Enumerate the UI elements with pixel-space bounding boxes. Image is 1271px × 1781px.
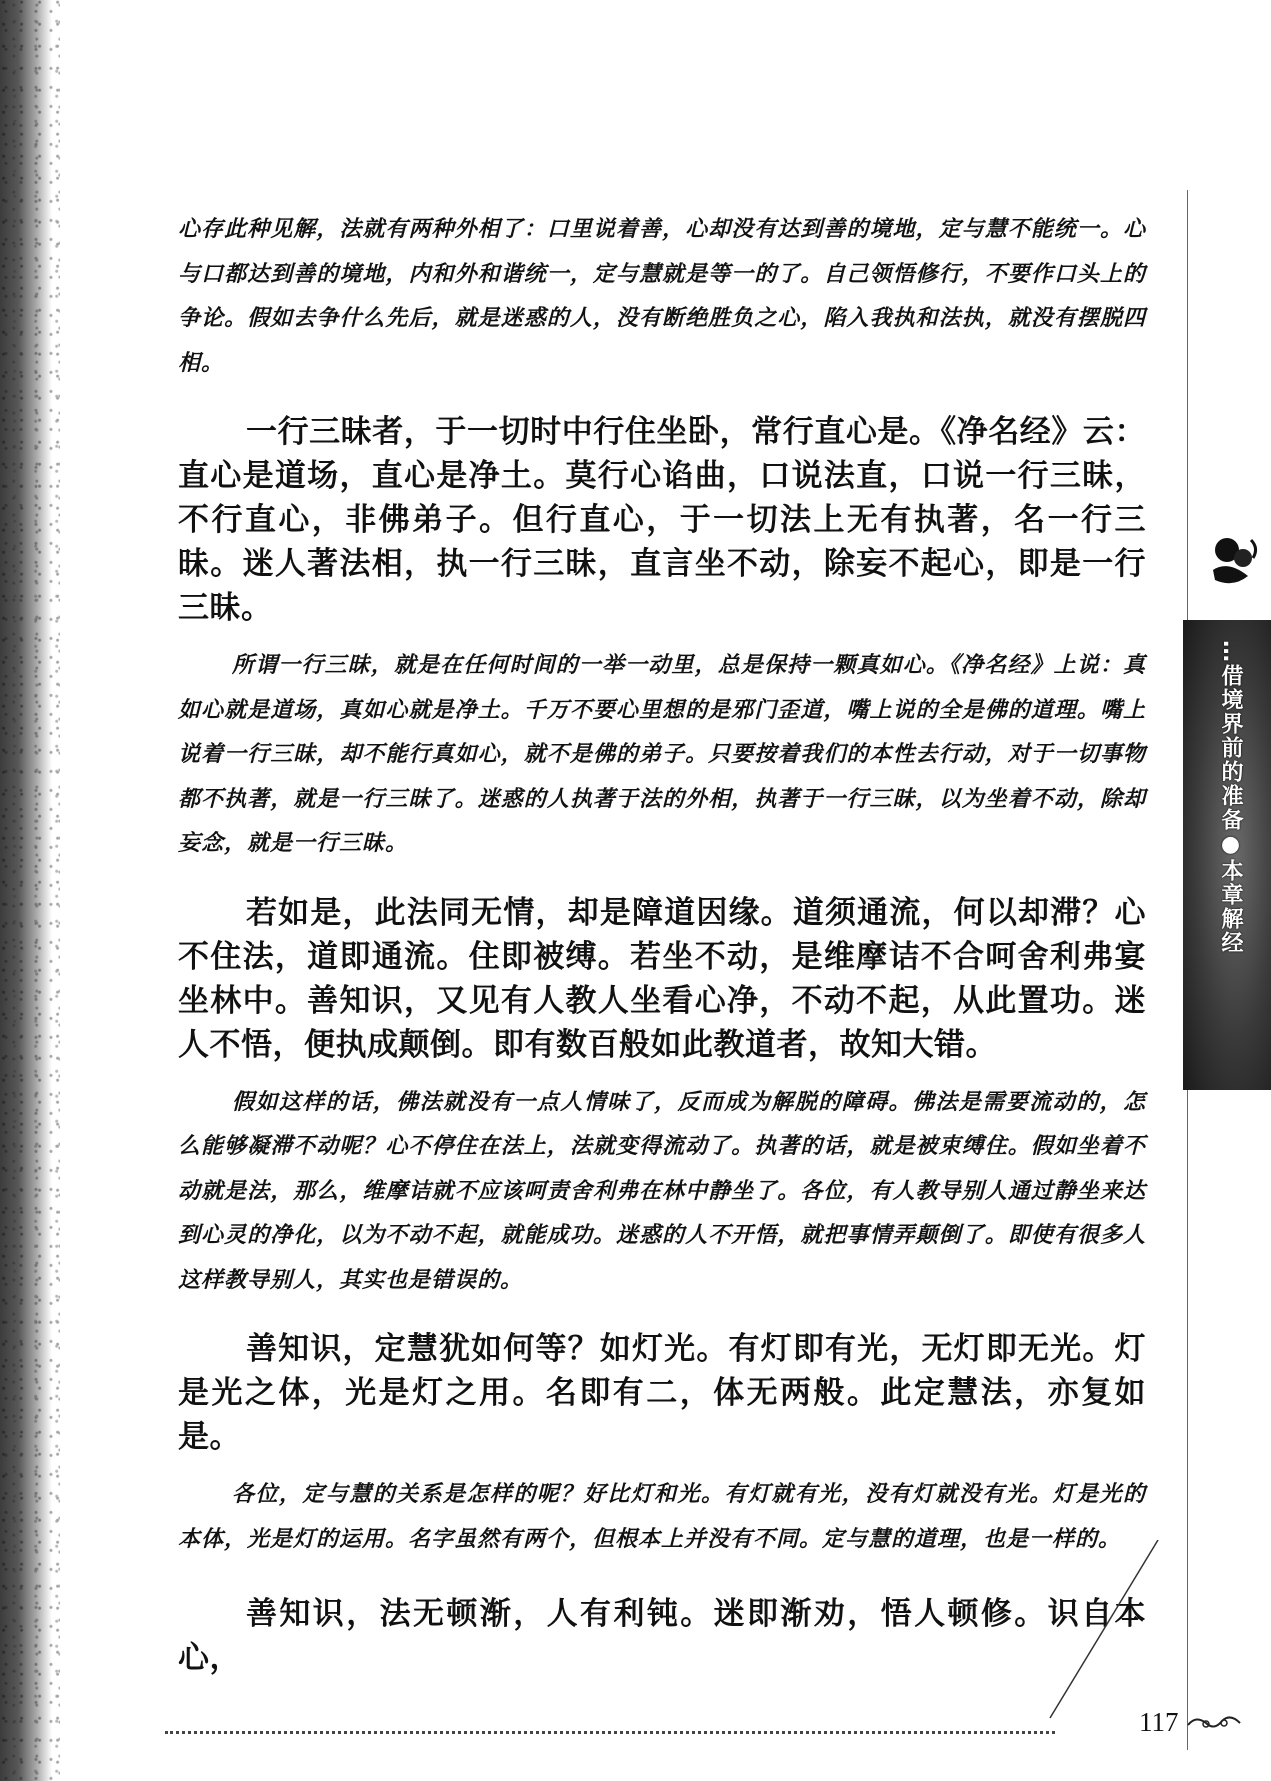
commentary-paragraph-4: 各位，定与慧的关系是怎样的呢？好比灯和光。有灯就有光，没有灯就没有光。灯是光的本体，光是灯的运用。名字虽然有两个，但根本上并没有不同。定与慧的道理，也是一样的。 (178, 1482, 1146, 1552)
flower-ornament-icon (1203, 530, 1263, 594)
page-number: 117 (1139, 1707, 1179, 1737)
sutra-paragraph-1: 一行三昧者，于一切时中行住坐卧，常行直心是。《净名经》云：直心是道场，直心是净土。莫行心谄曲，口说法直，口说一行三昧，不行直心，非佛弟子。但行直心，于一切法上无有执著，名一行三昧。迷人著法相，执一行三昧，直言坐不动，除妄不起心，即是一行三昧。 (178, 414, 1146, 626)
scan-noise (0, 0, 60, 1781)
swirl-ornament-icon (1186, 1713, 1242, 1735)
commentary-paragraph-2: 所谓一行三昧，就是在任何时间的一举一动里，总是保持一颗真如心。《净名经》上说：真如心就是道场，真如心就是净土。千万不要心里想的是邪门歪道，嘴上说的全是佛的道理。嘴上说着一行三昧，却不能行真如心，就不是佛的弟子。只要按着我们的本性去行动，对于一切事物都不执著，就是一行三昧了。迷惑的人执著于法的外相，执著于一行三昧，以为坐着不动，除却妄念，就是一行三昧。 (178, 653, 1146, 856)
commentary-paragraph-1: 心存此种见解，法就有两种外相了：口里说着善，心却没有达到善的境地，定与慧不能统一。心与口都达到善的境地，内和外和谐统一，定与慧就是等一的了。自己领悟修行，不要作口头上的争论。假如去争什么先后，就是迷惑的人，没有断绝胜负之心，陷入我执和法执，就没有摆脱四相。 (178, 217, 1146, 376)
commentary-paragraph-3: 假如这样的话，佛法就没有一点人情味了，反而成为解脱的障碍。佛法是需要流动的，怎么能够凝滞不动呢？心不停住在法上，法就变得流动了。执著的话，就是被束缚住。假如坐着不动就是法，那么，维摩诘就不应该呵责舍利弗在林中静坐了。各位，有人教导别人通过静坐来达到心灵的净化，以为不动不起，就能成功。迷惑的人不开悟，就把事情弄颠倒了。即使有很多人这样教导别人，其实也是错误的。 (178, 1089, 1146, 1293)
sutra-paragraph-3: 善知识，定慧犹如何等？如灯光。有灯即有光，无灯即无光。灯是光之体，光是灯之用。名即有二，体无两般。此定慧法，亦复如是。 (178, 1331, 1146, 1455)
sutra-paragraph-2: 若如是，此法同无情，却是障道因缘。道须通流，何以却滞？心不住法，道即通流。住即被缚。若坐不动，是维摩诘不合呵舍利弗宴坐林中。善知识，又见有人教人坐看心净，不动不起，从此置功。迷人不悟，便执成颠倒。即有数百般如此教道者，故知大错。 (178, 894, 1146, 1063)
corner-decoration (1040, 1540, 1160, 1720)
footer-rule (165, 1731, 1055, 1734)
sutra-paragraph-4: 善知识，法无顿渐，人有利钝。迷即渐劝，悟人顿修。识自本心， (178, 1596, 1146, 1676)
page-body (178, 208, 1146, 1680)
chapter-side-tab-label: …借境界前的准备●本章解经 (1218, 640, 1243, 955)
